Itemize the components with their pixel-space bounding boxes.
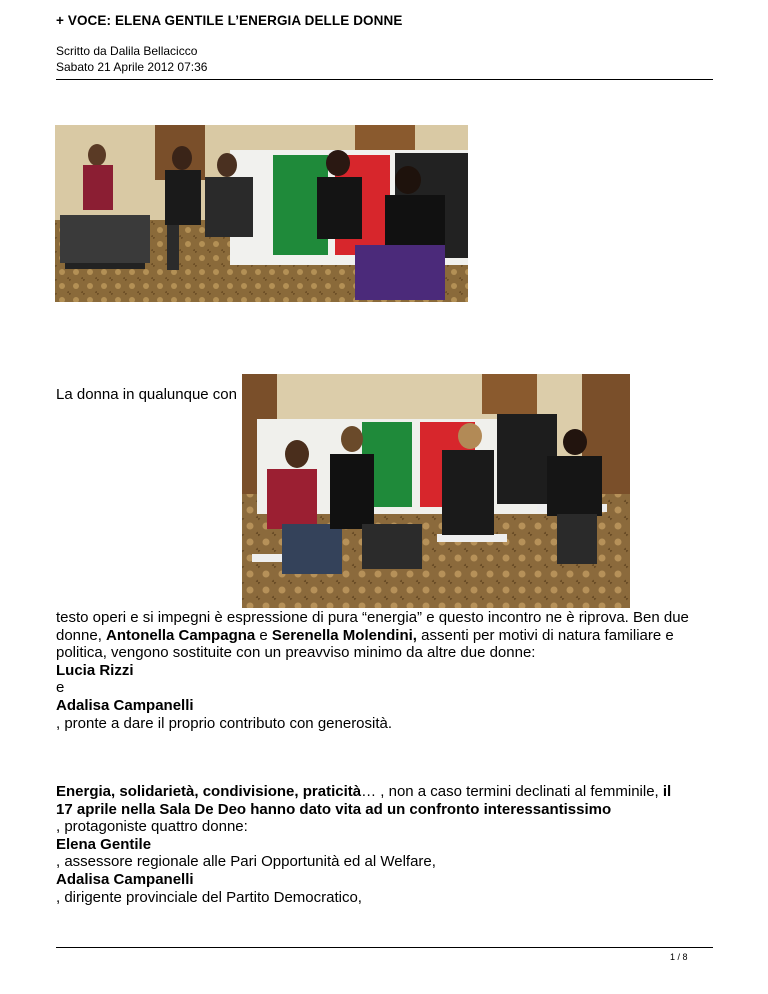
- paragraph-2: [56, 783, 671, 906]
- paragraph-1: [56, 609, 689, 732]
- p1-line-2: donne, Antonella Campagna e Serenella Molendini, assenti per motivi di natura familiare e: [56, 626, 674, 644]
- name-antonella-campagna: Antonella Campagna: [106, 626, 256, 644]
- page-number: 1 / 8: [670, 952, 688, 962]
- p1-line-7: , pronte a dare il proprio contributo con generosità.: [56, 714, 393, 732]
- p2-line-5: , assessore regionale alle Pari Opportunità ed al Welfare,: [56, 853, 436, 871]
- footer-rule: [56, 947, 713, 948]
- name-adalisa-campanelli: Adalisa Campanelli: [56, 696, 194, 714]
- event-photo-2: [242, 374, 630, 608]
- article-title: + VOCE: ELENA GENTILE L’ENERGIA DELLE DONNE: [56, 13, 403, 28]
- p2-line-2: 17 aprile nella Sala De Deo hanno dato vita ad un confronto interessantissimo: [56, 800, 612, 818]
- name-serenella-molendini: Serenella Molendini,: [271, 626, 417, 644]
- name-lucia-rizzi: Lucia Rizzi: [56, 661, 134, 679]
- header-rule: [56, 79, 713, 80]
- name-adalisa-campanelli-2: Adalisa Campanelli: [56, 870, 194, 888]
- p2-line-7: , dirigente provinciale del Partito Democratico,: [56, 888, 362, 906]
- p2-line-1: Energia, solidarietà, condivisione, praticità… , non a caso termini declinati al femminile, il: [56, 783, 672, 800]
- date-line: Sabato 21 Aprile 2012 07:36: [56, 60, 208, 74]
- p2-line-3: , protagoniste quattro donne:: [56, 818, 248, 836]
- event-photo-1: [55, 125, 468, 302]
- p1-line-3: politica, vengono sostituite con un preavviso minimo da altre due donne:: [56, 644, 536, 662]
- author-line: Scritto da Dalila Bellacicco: [56, 44, 198, 58]
- name-elena-gentile: Elena Gentile: [56, 835, 152, 853]
- p1-conj: e: [56, 679, 65, 697]
- intro-fragment: La donna in qualunque con: [56, 386, 237, 403]
- p1-line-1: testo operi e si impegni è espressione di pura “energia” e questo incontro ne è riprova. Ben due: [56, 609, 689, 626]
- article-meta: [56, 43, 207, 75]
